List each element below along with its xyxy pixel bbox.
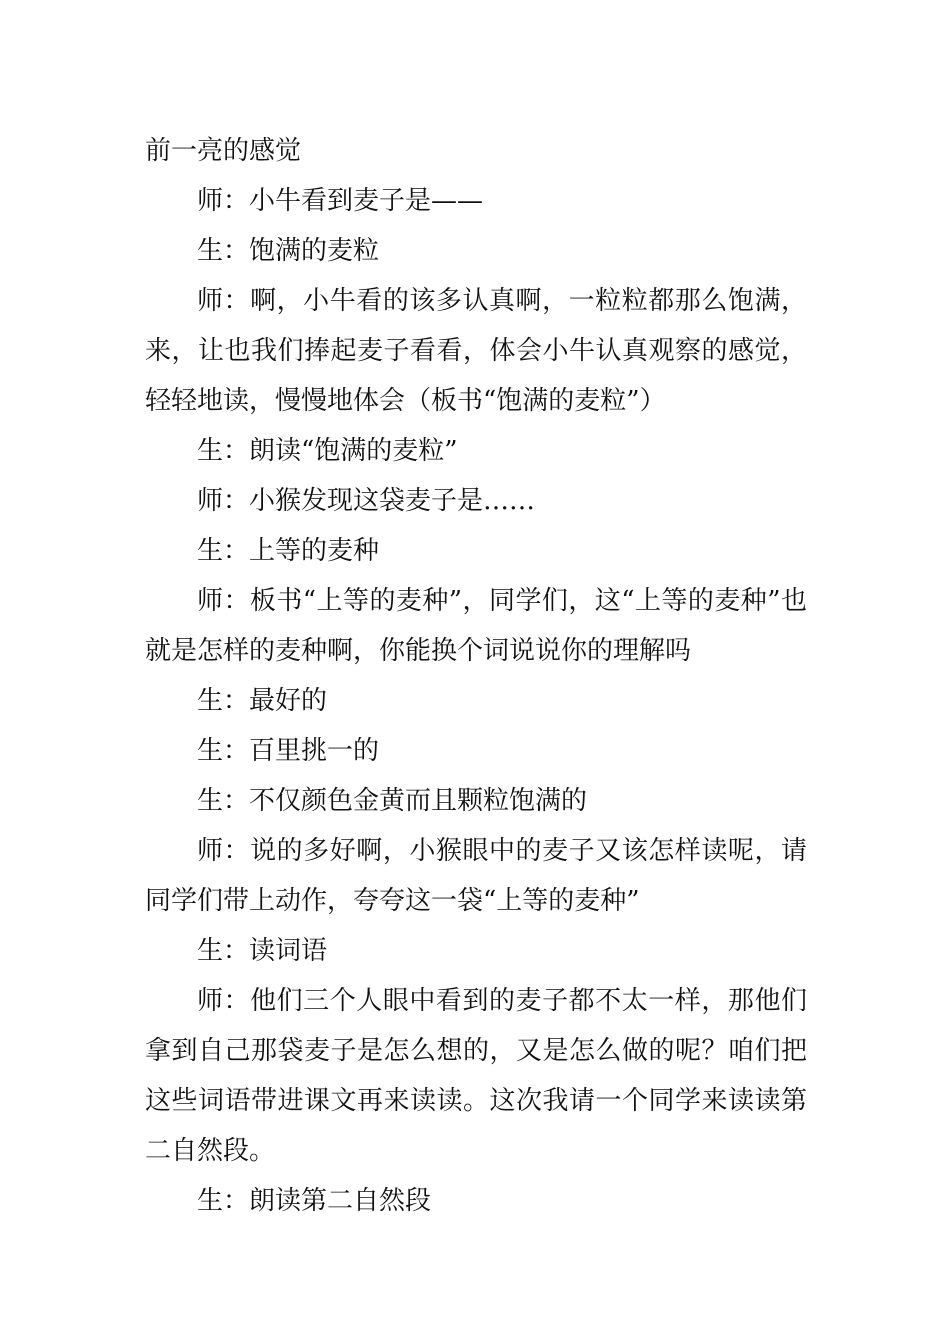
paragraph: 生：朗读第二自然段 — [197, 1186, 432, 1216]
paragraph: 师：啊，小牛看的该多认真啊，一粒粒都那么饱满，来，让也我们捧起麦子看看，体会小牛认真观察的感觉，轻轻地读，慢慢地体会（板书“饱满的麦粒”） — [145, 286, 807, 416]
paragraph: 师：小猴发现这袋麦子是…… — [197, 486, 536, 516]
paragraph: 师：说的多好啊，小猴眼中的麦子又该怎样读呢，请同学们带上动作，夸夸这一袋“上等的麦种” — [145, 836, 807, 916]
paragraph: 生：最好的 — [197, 686, 328, 716]
paragraph: 生：百里挑一的 — [197, 736, 380, 766]
document-body — [145, 126, 807, 1226]
paragraph: 师：小牛看到麦子是—— — [197, 186, 484, 216]
paragraph: 生：上等的麦种 — [197, 536, 380, 566]
paragraph: 生：不仅颜色金黄而且颗粒饱满的 — [197, 786, 588, 816]
paragraph: 师：板书“上等的麦种”，同学们，这“上等的麦种”也就是怎样的麦种啊，你能换个词说说你的理解吗 — [145, 586, 807, 666]
paragraph: 前一亮的感觉 — [145, 136, 302, 166]
paragraph: 生：读词语 — [197, 936, 328, 966]
paragraph: 生：朗读“饱满的麦粒” — [197, 436, 458, 466]
paragraph: 生：饱满的麦粒 — [197, 236, 380, 266]
paragraph: 师：他们三个人眼中看到的麦子都不太一样，那他们拿到自己那袋麦子是怎么想的，又是怎么做的呢？咱们把这些词语带进课文再来读读。这次我请一个同学来读读第二自然段。 — [145, 986, 807, 1166]
